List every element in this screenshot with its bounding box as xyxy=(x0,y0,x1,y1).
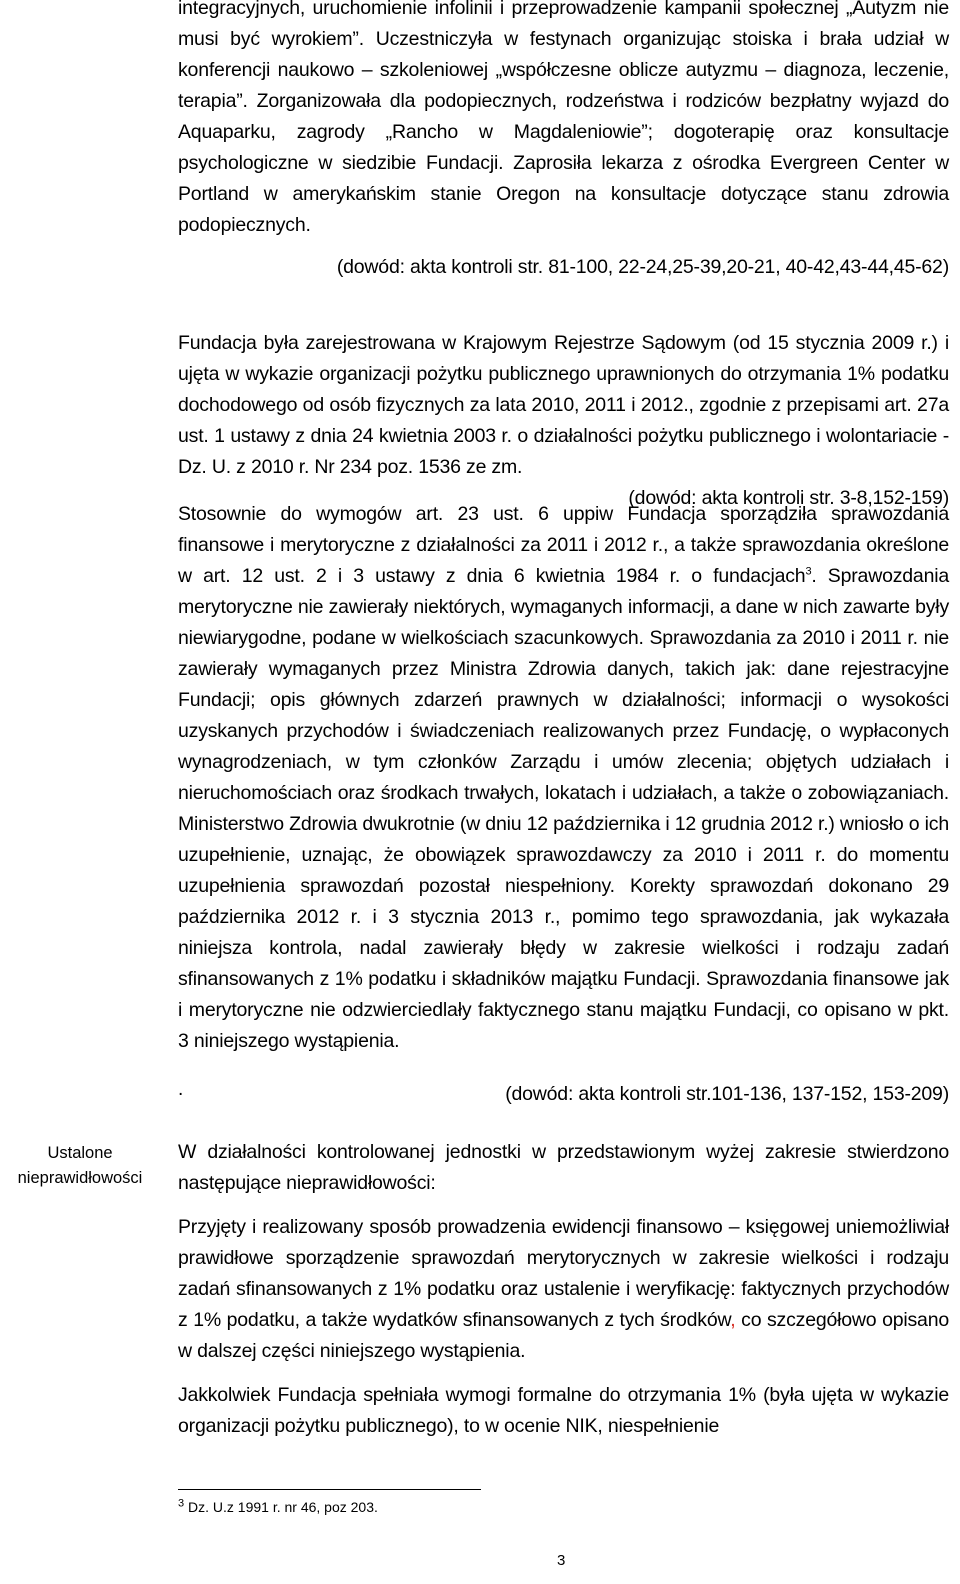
footnote xyxy=(178,1498,378,1516)
footnote-ref-3[interactable]: 3 xyxy=(805,565,812,578)
page-number: 3 xyxy=(557,1552,566,1569)
paragraph-reports xyxy=(178,499,949,1057)
section-registration xyxy=(178,328,949,514)
paragraph-activities: integracyjnych, uruchomienie infolinii i przeprowadzenie kampanii społecznej „Autyzm nie musi być wyrokiem”. Uczestniczyła w festynach organizując stoiska i brała udział w konferencji naukowo – szkoleniowej „współczesne oblicze autyzmu – diagnoza, leczenie, terapia”. Zorganizowała dla podopiecznych, rodzeństwa i rodziców bezpłatny wyjazd do Aquaparku, zagrody „Rancho w Magdaleniowie”; dogoterapię oraz konsultacje psychologiczne w siedzibie Fundacji. Zaprosiła lekarza z ośrodka Evergreen Center w Portland w amerykańskim stanie Oregon na konsultacje dotyczące stanu zdrowia podopiecznych. xyxy=(178,0,949,236)
paragraph-irregularities-intro: W działalności kontrolowanej jednostki w przedstawionym wyżej zakresie stwierdzono następujące nieprawidłowości: xyxy=(178,1141,949,1194)
reports-text-start: Stosownie do wymogów art. 23 ust. 6 uppiw Fundacja sporządziła sprawozdania finansowe i merytoryczne z działalności za 2011 i 2012 r., a także sprawozdania określone w art. 12 ust. 2 i 3 ustawy z dnia 6 kwietnia 1984 r. o fundacjach xyxy=(178,503,949,587)
footnote-separator xyxy=(178,1489,481,1490)
paragraph-accounting xyxy=(178,1212,949,1367)
footnote-text: Dz. U.z 1991 r. nr 46, poz 203. xyxy=(184,1499,378,1515)
paragraph-registration: Fundacja była zarejestrowana w Krajowym Rejestrze Sądowym (od 15 stycznia 2009 r.) i ujęta w wykazie organizacji pożytku publicznego uprawnionych do otrzymania 1% podatku dochodowego od osób fizycznych za lata 2010, 2011 i 2012., zgodnie z przepisami art. 27a ust. 1 ustawy z dnia 24 kwietnia 2003 r. o działalności pożytku publicznego i wolontariacie - Dz. U. z 2010 r. Nr 234 poz. 1536 ze zm. xyxy=(178,332,949,478)
red-comma: , xyxy=(730,1309,736,1331)
stray-period: . xyxy=(178,1079,184,1100)
evidence-reference-1: (dowód: akta kontroli str. 81-100, 22-24,25-39,20-21, 40-42,43-44,45-62) xyxy=(336,256,949,278)
section-irregularities xyxy=(178,1137,949,1442)
section-activities xyxy=(178,0,949,283)
accounting-text-start: Przyjęty i realizowany sposób prowadzenia ewidencji finansowo – księgowej uniemożliwiał prawidłowe sporządzenie sprawozdań merytorycznych w zakresie wielkości i rodzaju zadań sfinansowanych z 1% podatku oraz ustalenie i weryfikację: faktycznych przychodów z 1% podatku, a także wydatków sfinansowanych z tych środków xyxy=(178,1216,949,1331)
footnote-marker: 3 xyxy=(178,1497,185,1510)
paragraph-nik-assessment: Jakkolwiek Fundacja spełniała wymogi formalne do otrzymania 1% (była ujęta w wykazie organizacji pożytku publicznego), to w ocenie NIK, niespełnienie xyxy=(178,1384,949,1437)
reports-text-end: . Sprawozdania merytoryczne nie zawierały niektórych, wymaganych informacji, a dane w nich zawarte były niewiarygodne, podane w wielkościach szacunkowych. Sprawozdania za 2010 i 2011 r. nie zawierały wymaganych przez Ministra Zdrowia danych, takich jak: dane rejestracyjne Fundacji; opis głównych zdarzeń prawnych w działalności; informacji o wysokości uzyskanych przychodów i świadczeniach realizowanych przez Fundację, o wypłaconych wynagrodzeniach, w tym członków Zarządu i umów zlecenia; objętych udziałach i nieruchomościach oraz środkach trwałych, lokatach i udziałach, a także o zobowiązaniach. Ministerstwo Zdrowia dwukrotnie (w dniu 12 października i 12 grudnia 2012 r.) wniosło o ich uzupełnienie, uznając, że obowiązek sprawozdawczy za 2010 i 2011 r. do momentu uzupełnienia sprawozdań pozostał niespełniony. Korekty sprawozdań dokonano 29 października 2012 r. i 3 stycznia 2013 r., pomimo tego sprawozdania, jak wykazała niniejsza kontrola, nadal zawierały błędy w zakresie wielkości i rodzaju zadań sfinansowanych z 1% podatku i składników majątku Fundacji. Sprawozdania finansowe jak i merytoryczne nie odzwierciedlały faktycznego stanu majątku Fundacji, co opisano w pkt. 3 niniejszego wystąpienia. xyxy=(178,565,949,1052)
evidence-reference-3: (dowód: akta kontroli str.101-136, 137-152, 153-209) xyxy=(505,1083,949,1105)
section-reports xyxy=(178,499,949,1110)
margin-label-irregularities: Ustalone nieprawidłowości xyxy=(17,1144,143,1187)
accounting-text-end: co szczegółowo opisano w dalszej części niniejszego wystąpienia. xyxy=(178,1309,949,1362)
evidence-reference-2: (dowód: akta kontroli str. 3-8,152-159) xyxy=(628,487,949,509)
